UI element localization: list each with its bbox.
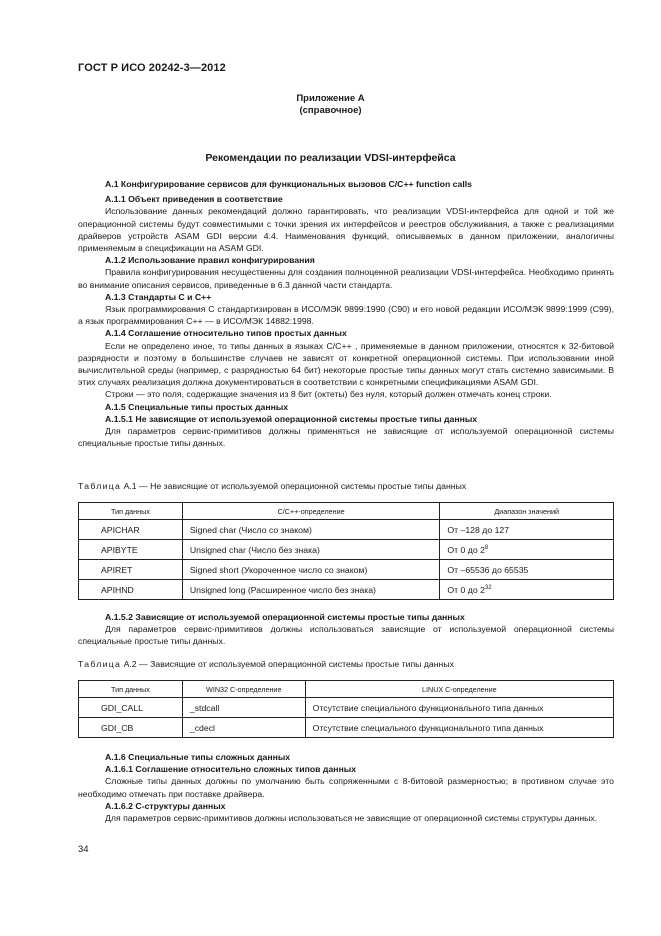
table1-caption-word: Таблица	[78, 481, 122, 491]
table-cell: Unsigned char (Число без знака)	[182, 540, 439, 560]
heading-a161: А.1.6.1 Соглашение относительно сложных типов данных	[105, 764, 357, 775]
table-cell	[440, 580, 614, 600]
cell-text: От –65536 до 65535	[447, 564, 529, 575]
table-cell: _stdcall	[182, 698, 305, 718]
table2-header-cell: LINUX С-определение	[305, 681, 613, 698]
heading-a152: А.1.5.2 Зависящие от используемой операционной системы простые типы данных	[105, 612, 465, 622]
table2-caption-word: Таблица	[78, 659, 122, 669]
table1-header-cell: Диапазон значений	[440, 503, 614, 520]
table1-caption	[78, 481, 466, 491]
table-row	[79, 698, 614, 718]
page-number: 34	[78, 844, 89, 855]
table-cell: Signed char (Число со знаком)	[182, 520, 439, 540]
body-block-3	[78, 751, 614, 824]
table-cell: Signed short (Укороченное число со знаком)	[182, 560, 439, 580]
table-cell	[440, 560, 614, 580]
paragraph-a12: Правила конфигурирования несущественны для создания полноценной реализации VDSI-интерфейса. Необходимо принять во внимание описания сервисов, приведенные в 6.3 данной части стандарта.	[78, 267, 614, 290]
paragraph-a162: Для параметров сервис-примитивов должны использоваться не зависящие от операционной системы структуры данных.	[105, 813, 598, 824]
table-row	[79, 540, 614, 560]
table-row	[79, 560, 614, 580]
table1-header-cell: Тип данных	[79, 503, 183, 520]
table-cell: Unsigned long (Расширенное число без знака)	[182, 580, 439, 600]
heading-a13: А.1.3 Стандарты С и С++	[105, 291, 212, 302]
document-header: ГОСТ Р ИСО 20242-3—2012	[78, 62, 226, 74]
table-cell: Отсутствие специального функционального типа данных	[305, 698, 613, 718]
paragraph-a152: Для параметров сервис-примитивов должны использоваться зависящие от используемой операционной системы специальные простые типы данных.	[78, 624, 614, 647]
paragraph-a161: Сложные типы данных должны по умолчанию быть сопряженными с 8-битовой размерностью; в противном случае это необходимо отмечать при поставке драйвера.	[78, 776, 614, 799]
table-row	[79, 580, 614, 600]
table2-header-cell: WIN32 С-определение	[182, 681, 305, 698]
cell-text: От 0 до 2	[447, 584, 485, 595]
paragraph-a14b: Строки — это поля, содержащие значения из 8 бит (октеты) без нуля, который должен отмечать конец строки.	[105, 389, 552, 400]
heading-a12: А.1.2 Использование правил конфигурирования	[105, 255, 315, 266]
heading-a14: А.1.4 Соглашение относительно типов простых данных	[105, 328, 347, 339]
cell-exponent: 32	[484, 584, 492, 591]
body-block-1	[78, 178, 614, 449]
table-cell	[440, 540, 614, 560]
document-title: Рекомендации по реализации VDSI-интерфейса	[205, 152, 456, 164]
table1-header-cell: С/С++-определение	[182, 503, 439, 520]
table-row	[79, 520, 614, 540]
table-cell: GDI_CALL	[79, 698, 183, 718]
cell-text: От –128 до 127	[447, 524, 510, 535]
paragraph-a13: Язык программирования С стандартизирован в ИСО/МЭК 9899:1990 (С90) и его новой редакции ИСО/МЭК 9899:1999 (С99), а язык программирования С++ — в ИСО/МЭК 14882:1998.	[78, 304, 614, 327]
table-cell: Отсутствие специального функционального типа данных	[305, 718, 613, 738]
cell-exponent: 8	[484, 544, 489, 551]
table-2	[78, 680, 614, 738]
table1-header-row	[79, 503, 614, 520]
heading-a11: А.1.1 Объект приведения в соответствие	[105, 194, 283, 205]
heading-a162: А.1.6.2 С-структуры данных	[105, 800, 226, 811]
paragraph-a151: Для параметров сервис-примитивов должны применяться не зависящие от используемой операционной системы специальные простые типы данных.	[78, 426, 614, 449]
paragraph-a14a: Если не определено иное, то типы данных в языках С/С++ , применяемые в данном приложении, относятся к 32-битовой разрядности и поэтому в большинстве случаев не зависят от конкретной операционной системы. При использовании иной вычислительной среды (например, с разрядностью 64 бит) некоторые простые типы данных могут стать системно зависимыми. В этих случаях реализация должна документироваться в соответствии с конкретными спецификациями ASAM GDI.	[78, 340, 614, 388]
table2-header-row	[79, 681, 614, 698]
table-row	[79, 718, 614, 738]
heading-a151: А.1.5.1 Не зависящие от используемой операционной системы простые типы данных	[105, 413, 478, 424]
table-cell: _cdecl	[182, 718, 305, 738]
appendix-title: Приложение А	[296, 93, 365, 104]
table-cell	[440, 520, 614, 540]
table-1	[78, 502, 614, 600]
table2-caption-text: А.2 — Зависящие от используемой операционной системы простые типы данных	[121, 659, 454, 669]
appendix-subtitle: (справочное)	[299, 105, 362, 116]
table2-caption	[78, 659, 454, 669]
table2-header-cell: Тип данных	[79, 681, 183, 698]
table1-caption-text: А.1 — Не зависящие от используемой операционной системы простые типы данных	[121, 481, 467, 491]
heading-a15: А.1.5 Специальные типы простых данных	[105, 401, 289, 412]
heading-a1: А.1 Конфигурирование сервисов для функциональных вызовов С/С++ function calls	[105, 179, 472, 189]
table-cell: APICHAR	[79, 520, 183, 540]
body-block-2	[78, 611, 614, 648]
table-cell: GDI_CB	[79, 718, 183, 738]
paragraph-a11: Использование данных рекомендаций должно гарантировать, что реализации VDSI-интерфейса для одной и той же операционной системы будут совместимыми с точки зрения их интерфейсов и реестров обслуживания, а также с реализациями драйверов устройств ASAM GDI версии 4.4. Наименования функций, описываемых в данном приложении, аналогичны применяемым в спецификации на ASAM GDI.	[78, 206, 614, 254]
table-cell: APIHND	[79, 580, 183, 600]
table-cell: APIBYTE	[79, 540, 183, 560]
table-cell: APIRET	[79, 560, 183, 580]
heading-a16: А.1.6 Специальные типы сложных данных	[105, 752, 291, 762]
cell-text: От 0 до 2	[447, 544, 485, 555]
